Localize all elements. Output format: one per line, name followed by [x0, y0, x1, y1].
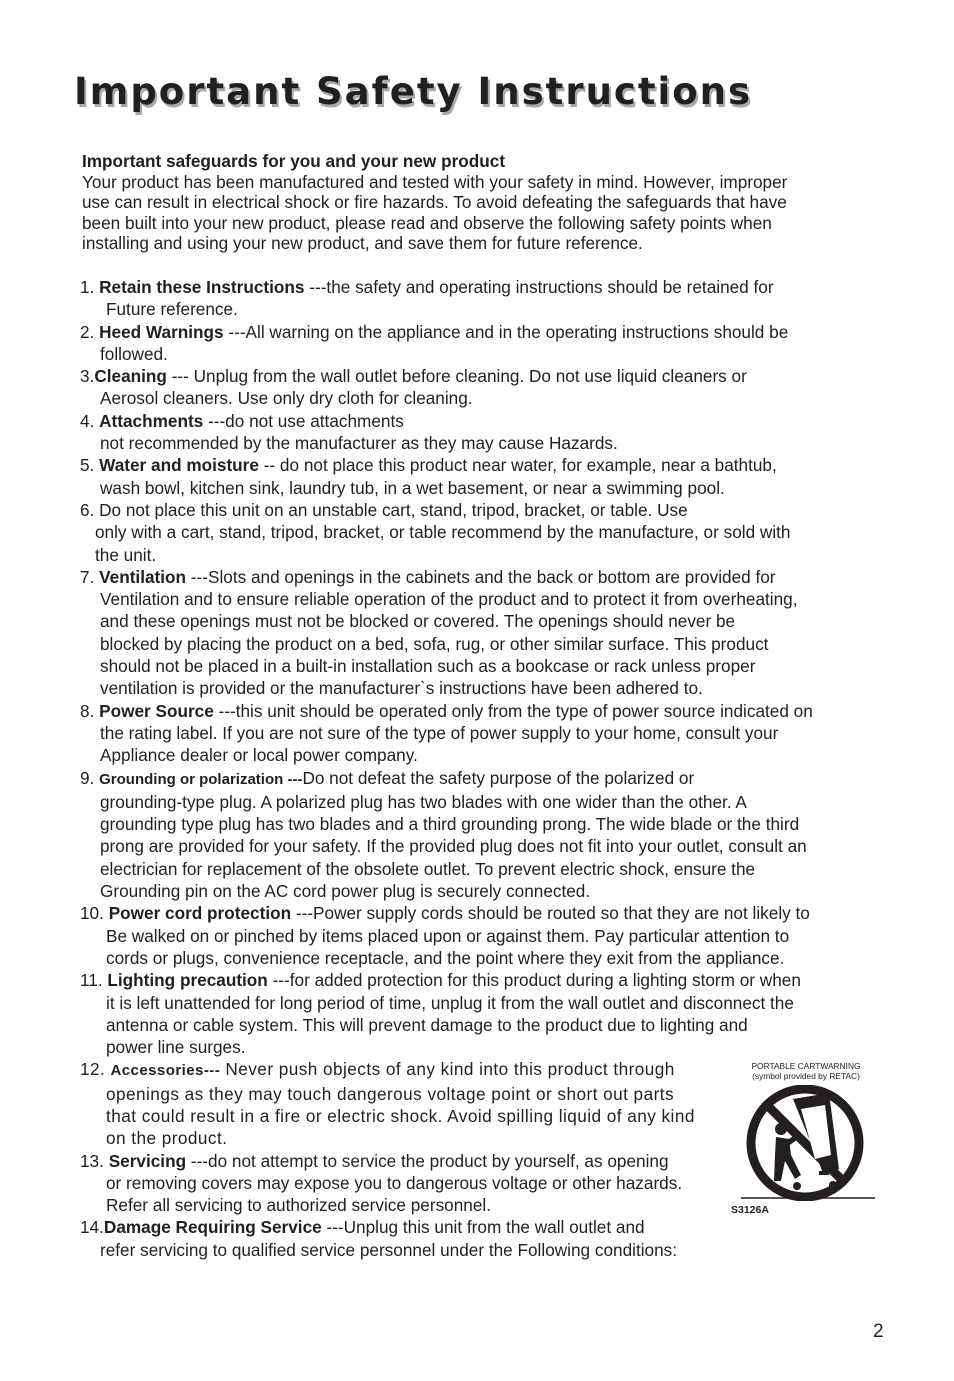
item-continuation: refer servicing to qualified service personnel under the Following conditions:	[100, 1239, 678, 1260]
list-item	[80, 969, 880, 1058]
page-title: Important Safety Instructions	[74, 70, 753, 113]
list-item	[80, 700, 880, 767]
item-continuation: grounding type plug has two blades and a third grounding prong. The wide blade or the third	[100, 814, 800, 835]
list-item	[80, 410, 880, 455]
cart-tip-over-warning-icon	[741, 1085, 875, 1201]
item-continuation: wash bowl, kitchen sink, laundry tub, in a wet basement, or near a swimming pool.	[100, 477, 725, 498]
warning-code: S3126A	[731, 1204, 769, 1216]
item-label: Ventilation	[99, 566, 187, 587]
item-text: ---the safety and operating instructions should be retained for	[304, 277, 774, 297]
item-continuation: should not be placed in a built-in installation such as a bookcase or rack unless proper	[100, 656, 756, 677]
intro-line: use can result in electrical shock or fire hazards. To avoid defeating the safeguards that have	[82, 192, 787, 213]
page-number: 2	[873, 1321, 884, 1342]
list-item	[80, 566, 880, 700]
list-item	[80, 276, 880, 321]
list-item	[80, 499, 880, 566]
item-number: 11.	[80, 970, 103, 991]
item-label: Attachments	[99, 410, 204, 431]
intro-heading: Important safeguards for you and your new product	[82, 151, 506, 171]
item-label: Power Source	[99, 700, 214, 721]
list-item	[80, 1216, 880, 1261]
cart-warning-caption	[738, 1061, 874, 1081]
item-text: ---Slots and openings in the cabinets and the back or bottom are provided for	[186, 566, 776, 587]
item-continuation: grounding-type plug. A polarized plug has two blades with one wider than the other. A	[100, 791, 747, 812]
item-continuation: openings as they may touch dangerous voltage point or short out parts	[106, 1083, 675, 1104]
item-continuation: on the product.	[106, 1128, 228, 1149]
list-item	[80, 454, 880, 499]
item-number: 10.	[80, 903, 104, 924]
item-number: 1.	[80, 277, 95, 297]
item-continuation: Be walked on or pinched by items placed upon or against them. Pay particular attention to	[106, 925, 790, 946]
item-continuation: followed.	[100, 343, 168, 364]
item-continuation: ventilation is provided or the manufacturer`s instructions have been adhered to.	[100, 678, 703, 699]
item-continuation: or removing covers may expose you to dangerous voltage or other hazards.	[106, 1172, 683, 1193]
item-continuation: it is left unattended for long period of time, unplug it from the wall outlet and disconnect the	[106, 992, 794, 1013]
cart-warning-credit: (symbol provided by RETAC)	[752, 1071, 860, 1081]
item-number: 14.	[80, 1217, 104, 1238]
item-continuation: antenna or cable system. This will prevent damage to the product due to lighting and	[106, 1014, 748, 1035]
item-continuation: only with a cart, stand, tripod, bracket, or table recommend by the manufacture, or sold with	[95, 522, 791, 543]
item-text: ---do not attempt to service the product by yourself, as opening	[186, 1150, 669, 1171]
item-text: --- Unplug from the wall outlet before cleaning. Do not use liquid cleaners or	[166, 366, 747, 387]
item-continuation: Appliance dealer or local power company.	[100, 745, 418, 766]
item-text: ---do not use attachments	[203, 410, 404, 431]
item-continuation: not recommended by the manufacturer as they may cause Hazards.	[100, 433, 618, 454]
item-text: Do not defeat the safety purpose of the polarized or	[302, 767, 695, 788]
item-number: 4.	[80, 410, 95, 431]
item-number: 2.	[80, 321, 95, 342]
item-number: 13.	[80, 1150, 104, 1171]
item-continuation: power line surges.	[106, 1037, 246, 1058]
item-label: Grounding or polarization ---	[99, 770, 303, 788]
item-continuation: Grounding pin on the AC cord power plug is securely connected.	[100, 881, 591, 902]
item-continuation: Refer all servicing to authorized service personnel.	[106, 1195, 491, 1216]
intro-line: installing and using your new product, and save them for future reference.	[82, 233, 643, 254]
intro-line: Your product has been manufactured and tested with your safety in mind. However, improper	[82, 171, 788, 192]
item-number: 7.	[80, 566, 95, 587]
item-continuation: prong are provided for your safety. If the provided plug does not fit into your outlet, consult an	[100, 836, 807, 857]
item-continuation: the unit.	[95, 544, 157, 565]
list-item	[80, 321, 880, 366]
item-continuation: the rating label. If you are not sure of the type of power supply to your home, consult your	[100, 722, 779, 743]
item-number: 6.	[80, 499, 95, 520]
item-label: Power cord protection	[108, 903, 292, 924]
item-label: Lighting precaution	[107, 970, 268, 991]
item-label: Heed Warnings	[99, 321, 224, 342]
list-item	[80, 365, 880, 410]
list-item	[80, 767, 880, 903]
item-text: ---All warning on the appliance and in the operating instructions should be	[223, 321, 789, 342]
item-continuation: cords or plugs, convenience receptacle, and the point where they exit from the appliance.	[106, 947, 785, 968]
item-label: Cleaning	[94, 366, 167, 387]
item-continuation: Ventilation and to ensure reliable operation of the product and to protect it from overheating,	[100, 589, 798, 610]
item-number: 3.	[80, 366, 95, 387]
item-continuation: electrician for replacement of the obsolete outlet. To prevent electric shock, ensure the	[100, 858, 756, 879]
item-label: Accessories---	[110, 1062, 221, 1080]
item-label: Servicing	[108, 1150, 187, 1171]
item-continuation: Future reference.	[106, 299, 238, 320]
cart-warning-title: PORTABLE CARTWARNING	[751, 1061, 861, 1071]
list-item	[80, 902, 880, 969]
item-label: Retain these Instructions	[99, 277, 305, 297]
item-continuation: Aerosol cleaners. Use only dry cloth for cleaning.	[100, 388, 473, 409]
item-number: 8.	[80, 700, 95, 721]
item-number: 9.	[80, 767, 95, 788]
item-text: ---for added protection for this product during a lighting storm or when	[267, 970, 801, 991]
item-number: 5.	[80, 455, 95, 476]
intro-section	[82, 151, 872, 254]
item-text: -- do not place this product near water, for example, near a bathtub,	[258, 455, 777, 476]
item-label: Damage Requiring Service	[103, 1217, 322, 1238]
item-text: Never push objects of any kind into this product through	[220, 1059, 675, 1080]
item-continuation: and these openings must not be blocked or covered. The openings should never be	[100, 611, 736, 632]
item-text: Do not place this unit on an unstable cart, stand, tripod, bracket, or table. Use	[94, 499, 688, 520]
intro-line: been built into your new product, please read and observe the following safety points when	[82, 212, 772, 233]
item-text: ---this unit should be operated only from the type of power source indicated on	[213, 700, 813, 721]
item-number: 12.	[80, 1059, 106, 1080]
item-continuation: that could result in a fire or electric shock. Avoid spilling liquid of any kind	[106, 1105, 695, 1126]
item-continuation: blocked by placing the product on a bed, sofa, rug, or other similar surface. This product	[100, 633, 769, 654]
item-text: ---Unplug this unit from the wall outlet and	[321, 1217, 645, 1238]
item-label: Water and moisture	[99, 455, 259, 476]
item-text: ---Power supply cords should be routed so that they are not likely to	[291, 903, 810, 924]
